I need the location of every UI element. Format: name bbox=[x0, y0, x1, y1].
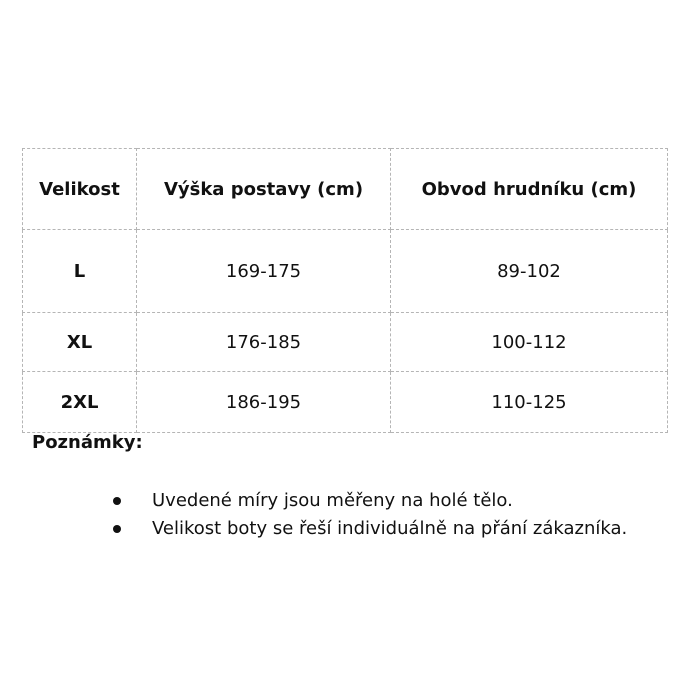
size-cell: 2XL bbox=[23, 372, 137, 433]
table-row bbox=[23, 230, 668, 313]
chest-cell: 100-112 bbox=[391, 313, 668, 372]
height-cell: 176-185 bbox=[137, 313, 391, 372]
table-row bbox=[23, 313, 668, 372]
list-item bbox=[0, 487, 700, 515]
size-chart-table bbox=[22, 148, 668, 433]
header-size: Velikost bbox=[23, 149, 137, 230]
height-cell: 186-195 bbox=[137, 372, 391, 433]
size-cell: XL bbox=[23, 313, 137, 372]
list-item bbox=[0, 515, 700, 543]
note-text: Velikost boty se řeší individuálně na přání zákazníka. bbox=[152, 518, 628, 539]
bullet-icon bbox=[113, 497, 121, 505]
chest-cell: 110-125 bbox=[391, 372, 668, 433]
bullet-icon bbox=[113, 525, 121, 533]
size-cell: L bbox=[23, 230, 137, 313]
notes-heading: Poznámky: bbox=[32, 432, 143, 453]
notes-list bbox=[0, 487, 700, 543]
table-header-row bbox=[23, 149, 668, 230]
height-cell: 169-175 bbox=[137, 230, 391, 313]
header-height: Výška postavy (cm) bbox=[137, 149, 391, 230]
note-text: Uvedené míry jsou měřeny na holé tělo. bbox=[152, 490, 513, 511]
chest-cell: 89-102 bbox=[391, 230, 668, 313]
table-row bbox=[23, 372, 668, 433]
header-chest: Obvod hrudníku (cm) bbox=[391, 149, 668, 230]
